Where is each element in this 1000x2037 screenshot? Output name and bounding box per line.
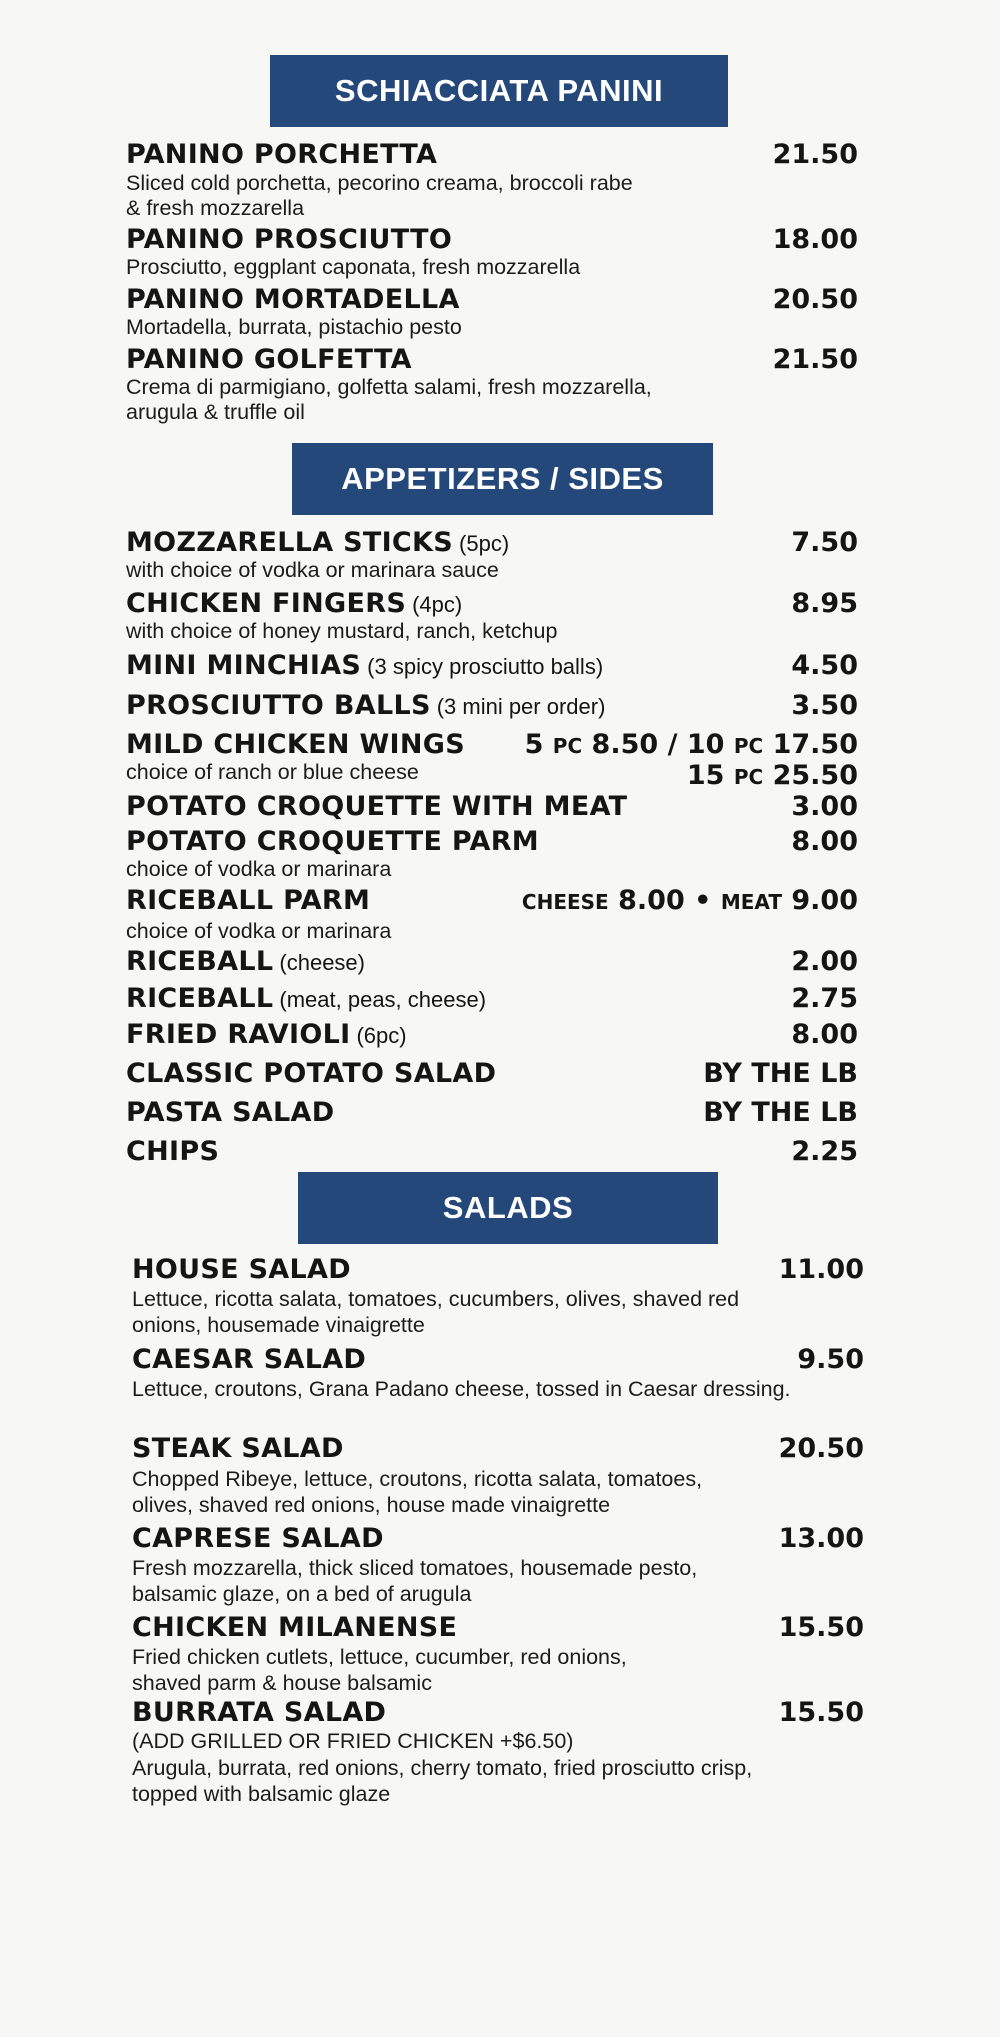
section-banner-salads — [298, 1172, 718, 1244]
item-name: POTATO CROQUETTE WITH MEAT — [126, 791, 628, 822]
item-name: STEAK SALAD — [132, 1433, 344, 1464]
section-title-appetizers: APPETIZERS / SIDES — [341, 461, 664, 496]
wings-price-10: 17.50 — [772, 729, 858, 760]
item-note: (5pc) — [459, 531, 510, 556]
item-price: 8.00 — [791, 1019, 858, 1050]
item-description: choice of vodka or marinara — [126, 919, 392, 943]
wings-unit: PC — [733, 765, 764, 789]
item-description: Mortadella, burrata, pistachio pesto — [126, 315, 462, 339]
section-banner-panini — [270, 55, 728, 127]
menu-item-riceball-cheese — [126, 946, 858, 982]
cheese-label: CHEESE — [521, 890, 609, 914]
item-price: 21.50 — [772, 344, 858, 375]
item-name: MOZZARELLA STICKS — [126, 527, 454, 558]
item-price: 2.75 — [791, 983, 858, 1014]
item-price: 3.00 — [791, 791, 858, 822]
item-name: PANINO PROSCIUTTO — [126, 224, 453, 255]
wings-unit: PC — [552, 734, 583, 758]
menu-item-chips — [126, 1136, 858, 1172]
item-note: (cheese) — [279, 950, 365, 975]
wings-qty-10: 10 — [686, 729, 725, 760]
item-note: (3 spicy prosciutto balls) — [367, 654, 604, 679]
wings-qty-15: 15 — [686, 760, 725, 791]
item-name: PANINO MORTADELLA — [126, 284, 460, 315]
menu-item-caesar-salad — [132, 1344, 864, 1380]
item-price: BY THE LB — [703, 1097, 858, 1128]
item-description: & fresh mozzarella — [126, 196, 305, 220]
item-note: (4pc) — [412, 592, 463, 617]
item-description: Fried chicken cutlets, lettuce, cucumber, red onions, — [132, 1645, 627, 1669]
item-description: balsamic glaze, on a bed of arugula — [132, 1582, 472, 1606]
item-note: (3 mini per order) — [436, 694, 606, 719]
item-name: BURRATA SALAD — [132, 1697, 387, 1728]
item-name: CAPRESE SALAD — [132, 1523, 384, 1554]
wings-unit: PC — [733, 734, 764, 758]
item-price: 3.50 — [791, 690, 858, 721]
item-name: PANINO GOLFETTA — [126, 344, 412, 375]
menu-item-pasta-salad — [126, 1097, 858, 1133]
item-name: FRIED RAVIOLI — [126, 1019, 351, 1050]
item-name: CHICKEN MILANENSE — [132, 1612, 458, 1643]
item-name: PANINO PORCHETTA — [126, 139, 438, 170]
item-name: CHIPS — [126, 1136, 220, 1167]
cheese-price: 8.00 — [618, 885, 685, 916]
wings-qty-5: 5 — [524, 729, 544, 760]
item-price: 2.25 — [791, 1136, 858, 1167]
item-note: (6pc) — [356, 1023, 407, 1048]
section-banner-appetizers — [292, 443, 713, 515]
item-description: Sliced cold porchetta, pecorino creama, broccoli rabe — [126, 171, 633, 195]
item-addon-note: (ADD GRILLED OR FRIED CHICKEN +$6.50) — [132, 1729, 574, 1753]
item-name: MILD CHICKEN WINGS — [126, 729, 465, 760]
item-description: Fresh mozzarella, thick sliced tomatoes, housemade pesto, — [132, 1556, 698, 1580]
item-description: shaved parm & house balsamic — [132, 1671, 432, 1695]
item-price: 2.00 — [791, 946, 858, 977]
wings-price-15-group — [687, 760, 858, 791]
menu-item-steak-salad — [132, 1433, 864, 1469]
item-name: PASTA SALAD — [126, 1097, 335, 1128]
item-price: 9.50 — [797, 1344, 864, 1375]
item-price: 13.00 — [778, 1523, 864, 1554]
item-description: Crema di parmigiano, golfetta salami, fresh mozzarella, — [126, 375, 652, 399]
item-description: Arugula, burrata, red onions, cherry tomato, fried prosciutto crisp, — [132, 1756, 753, 1780]
item-price: 7.50 — [791, 527, 858, 558]
item-name: CAESAR SALAD — [132, 1344, 367, 1375]
item-description: Lettuce, ricotta salata, tomatoes, cucumbers, olives, shaved red — [132, 1287, 740, 1311]
item-name: POTATO CROQUETTE PARM — [126, 826, 539, 857]
item-price: BY THE LB — [703, 1058, 858, 1089]
item-name: PROSCIUTTO BALLS — [126, 690, 431, 721]
item-description: with choice of honey mustard, ranch, ketchup — [126, 619, 558, 643]
item-price: 15.50 — [778, 1612, 864, 1643]
item-description: Lettuce, croutons, Grana Padano cheese, tossed in Caesar dressing. — [132, 1377, 791, 1401]
menu-item-chicken-milanense — [132, 1612, 864, 1648]
item-name: RICEBALL — [126, 983, 274, 1014]
wings-price-line-1 — [525, 729, 858, 760]
menu-item-mini-minchias — [126, 650, 858, 686]
meat-label: MEAT — [720, 890, 782, 914]
item-description: choice of ranch or blue cheese — [126, 760, 419, 784]
item-name: CHICKEN FINGERS — [126, 588, 407, 619]
menu-item-house-salad — [132, 1254, 864, 1290]
menu-item-riceball-parm — [126, 885, 858, 921]
menu-item-caprese-salad — [132, 1523, 864, 1559]
item-description: choice of vodka or marinara — [126, 857, 392, 881]
riceball-parm-prices — [522, 885, 858, 916]
item-name: CLASSIC POTATO SALAD — [126, 1058, 497, 1089]
item-price: 15.50 — [778, 1697, 864, 1728]
item-name: MINI MINCHIAS — [126, 650, 362, 681]
item-description: Chopped Ribeye, lettuce, croutons, ricotta salata, tomatoes, — [132, 1467, 703, 1491]
menu-item-classic-potato-salad — [126, 1058, 858, 1094]
meat-price: 9.00 — [791, 885, 858, 916]
bullet-separator: • — [694, 885, 712, 916]
item-description: Prosciutto, eggplant caponata, fresh mozzarella — [126, 255, 581, 279]
item-description: with choice of vodka or marinara sauce — [126, 558, 499, 582]
menu-item-potato-croquette-meat — [126, 791, 858, 827]
item-description: topped with balsamic glaze — [132, 1782, 391, 1806]
menu-item-prosciutto-balls — [126, 690, 858, 726]
section-title-panini: SCHIACCIATA PANINI — [334, 73, 664, 108]
item-note: (meat, peas, cheese) — [279, 987, 487, 1012]
menu-item-riceball-meat — [126, 983, 858, 1019]
wings-price-5: 8.50 — [591, 729, 659, 760]
item-price: 18.00 — [772, 224, 858, 255]
item-price: 8.95 — [791, 588, 858, 619]
item-description: olives, shaved red onions, house made vinaigrette — [132, 1493, 611, 1517]
item-price: 4.50 — [791, 650, 858, 681]
item-name: HOUSE SALAD — [132, 1254, 351, 1285]
item-price: 8.00 — [791, 826, 858, 857]
item-price: 20.50 — [778, 1433, 864, 1464]
wings-price-15: 25.50 — [772, 760, 858, 791]
item-price: 20.50 — [772, 284, 858, 315]
item-price: 11.00 — [778, 1254, 864, 1285]
item-name: RICEBALL — [126, 946, 274, 977]
section-title-salads: SALADS — [442, 1190, 574, 1225]
wings-separator: / — [667, 729, 678, 760]
item-name: RICEBALL PARM — [126, 885, 371, 916]
item-price: 21.50 — [772, 139, 858, 170]
item-description: arugula & truffle oil — [126, 400, 305, 424]
item-description: onions, housemade vinaigrette — [132, 1313, 425, 1337]
menu-item-fried-ravioli — [126, 1019, 858, 1055]
